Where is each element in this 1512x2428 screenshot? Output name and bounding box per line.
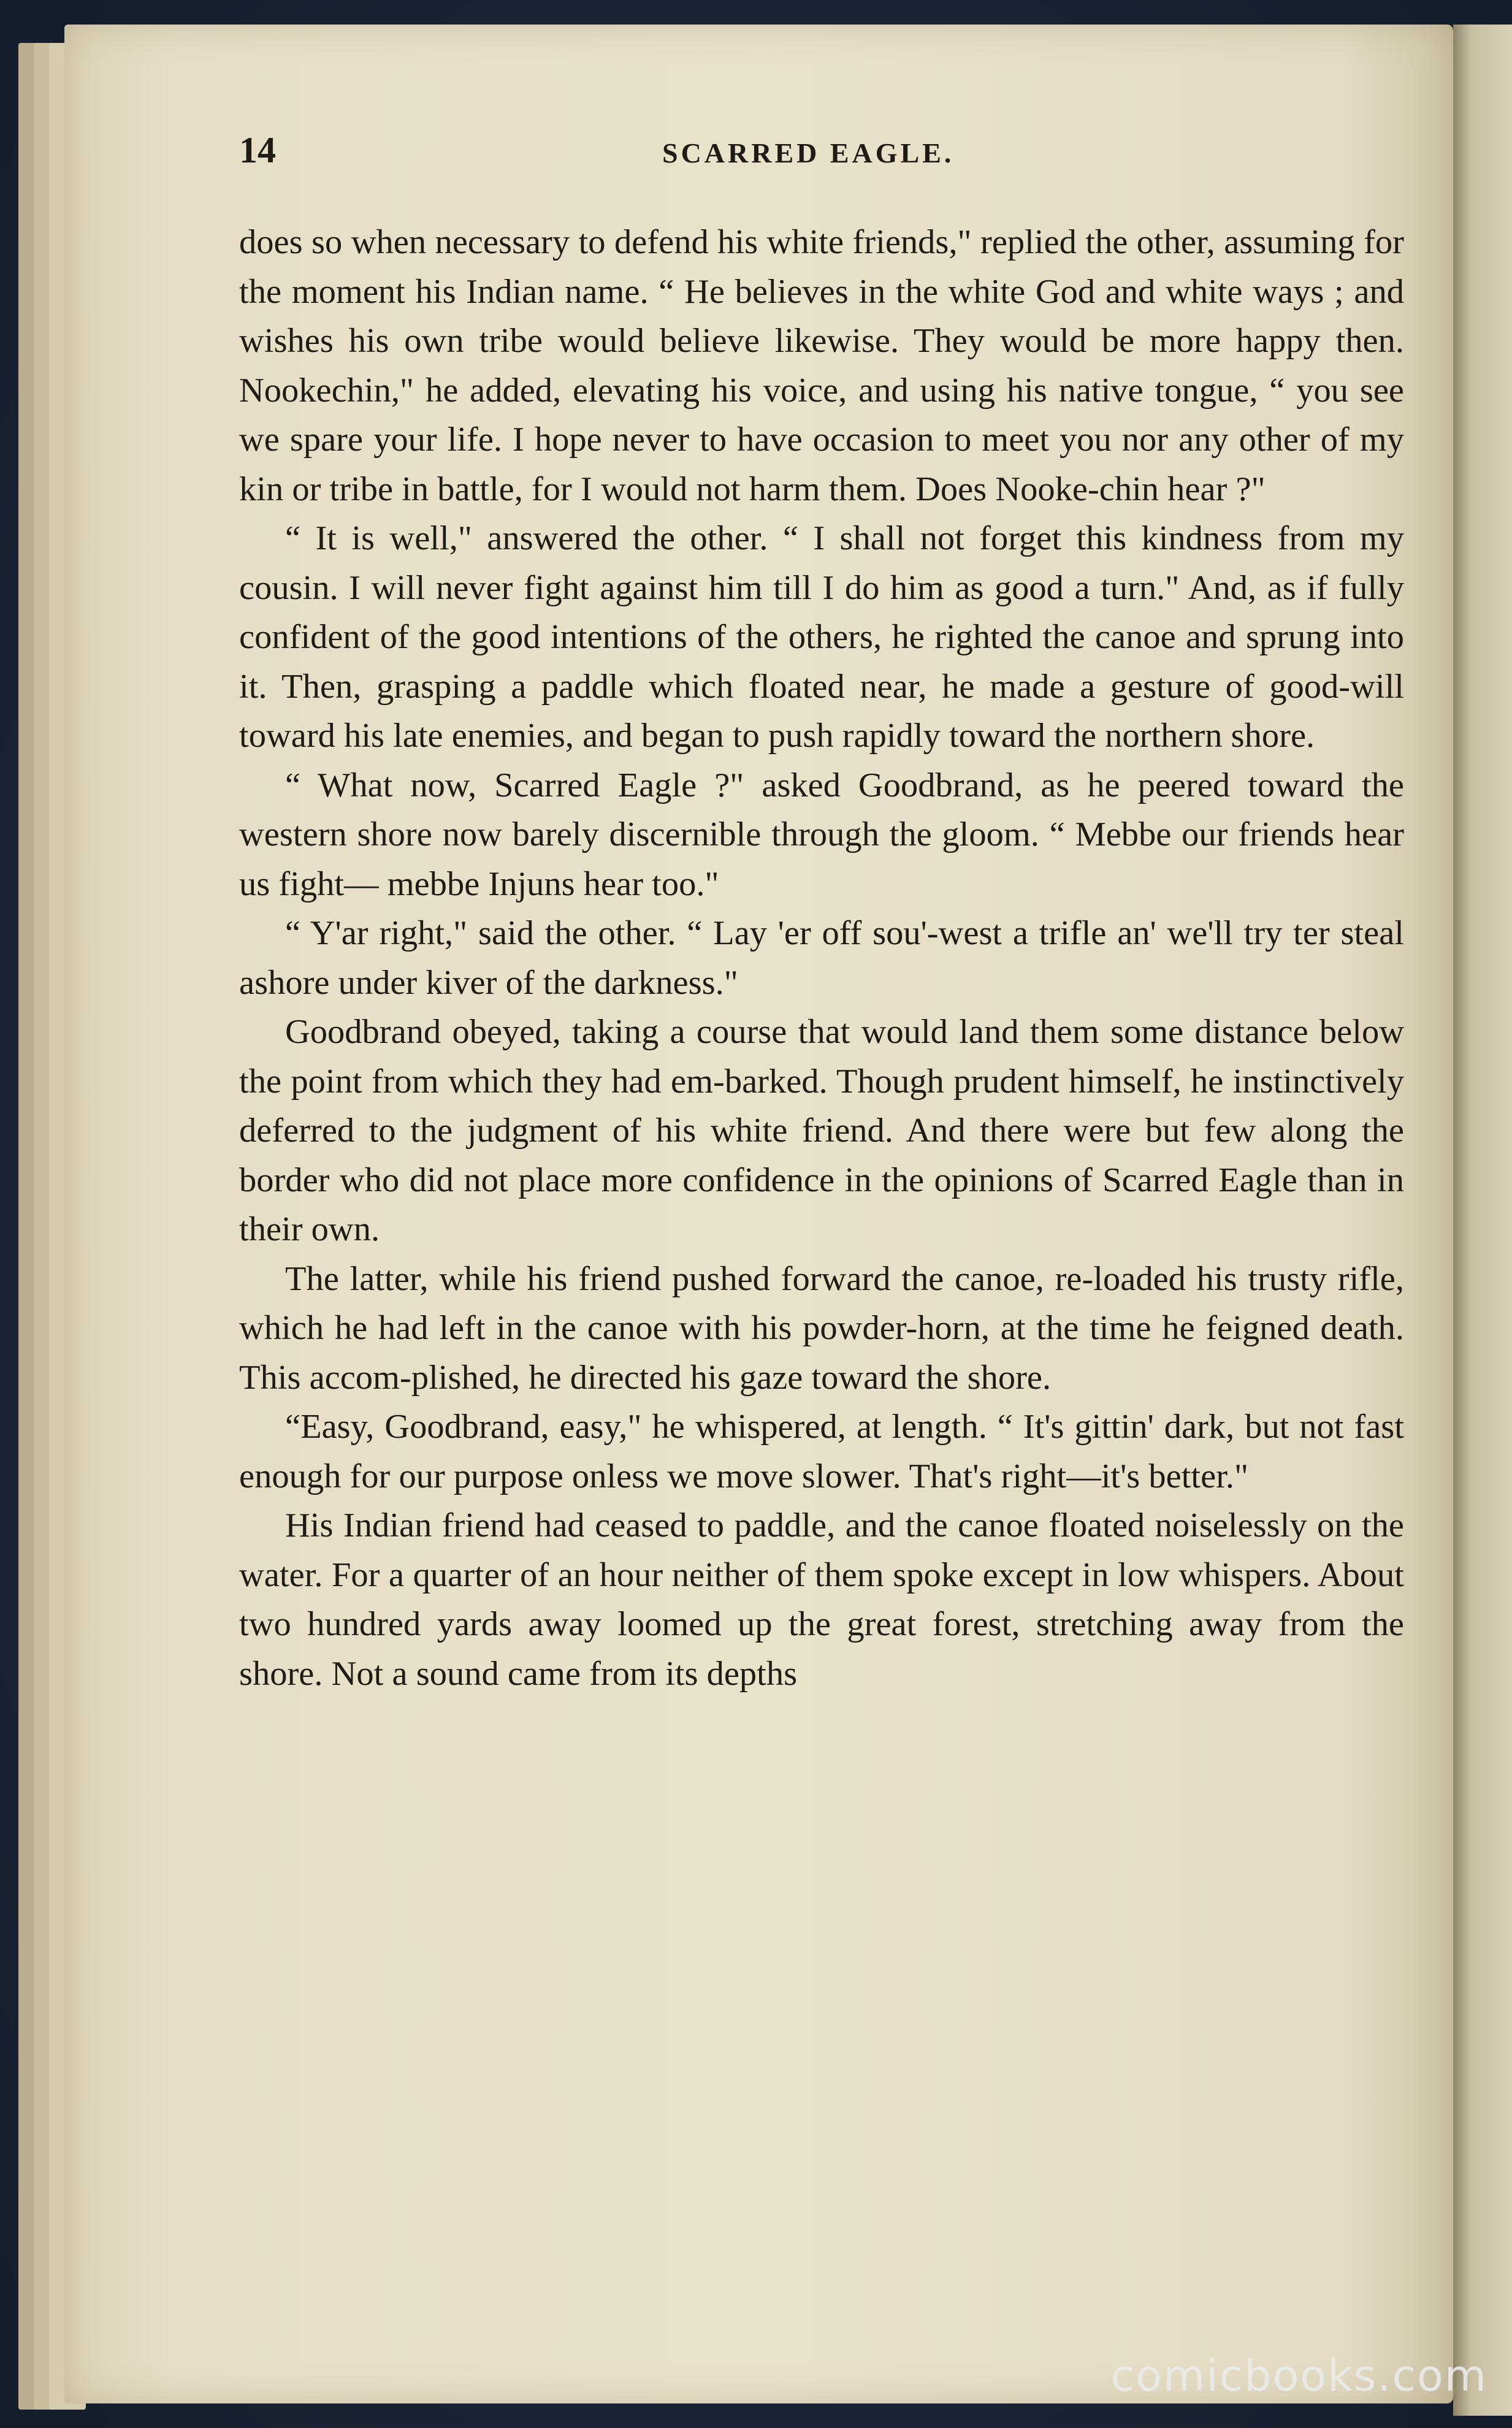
page-number: 14 [239, 130, 276, 170]
body-text [239, 218, 1404, 1698]
page-header [239, 126, 1404, 175]
paragraph: “ It is well," answered the other. “ I shall not forget this kindness from my cousin. I will never fight against him till I do him as good a turn." And, as if fully confident of the good intentions of the others, he righted the canoe and sprung into it. Then, grasping a paddle which floated near, he made a gesture of good-will toward his late enemies, and began to push rapidly toward the northern shore. [239, 519, 1404, 755]
watermark: comicbooks.com [1110, 2351, 1487, 2401]
paragraph: does so when necessary to defend his white friends," replied the other, assuming for the moment his Indian name. “ He believes in the white God and white ways ; and wishes his own tribe would believe likewise. They would be more happy then. Nookechin," he added, elevating his voice, and using his native tongue, “ you see we spare your life. I hope never to have occasion to meet you nor any other of my kin or tribe in battle, for I would not harm them. Does Nooke-chin hear ?" [239, 223, 1404, 508]
facing-page-edge [1453, 25, 1512, 2416]
paragraph: “Easy, Goodbrand, easy," he whispered, at length. “ It's gittin' dark, but not fast enough for our purpose onless we move slower. That's right—it's better." [239, 1408, 1404, 1495]
paragraph: “ Y'ar right," said the other. “ Lay 'er off sou'-west a trifle an' we'll try ter steal ashore under kiver of the darkness." [239, 914, 1404, 1002]
paragraph: Goodbrand obeyed, taking a course that would land them some distance below the point from which they had em-barked. Though prudent himself, he instinctively deferred to the judgment of his white friend. And there were but few along the border who did not place more confidence in the opinions of Scarred Eagle than in their own. [239, 1013, 1404, 1248]
running-title: SCARRED EAGLE. [662, 137, 955, 169]
paragraph: “ What now, Scarred Eagle ?" asked Goodbrand, as he peered toward the western shore now barely discernible through the gloom. “ Mebbe our friends hear us fight— mebbe Injuns hear too." [239, 766, 1404, 903]
paragraph: His Indian friend had ceased to paddle, and the canoe floated noiselessly on the water. For a quarter of an hour neither of them spoke except in low whispers. About two hundred yards away loomed up the great forest, stretching away from the shore. Not a sound came from its depths [239, 1506, 1404, 1693]
paragraph: The latter, while his friend pushed forward the canoe, re-loaded his trusty rifle, which he had left in the canoe with his powder-horn, at the time he feigned death. This accom-plished, he directed his gaze toward the shore. [239, 1259, 1404, 1397]
